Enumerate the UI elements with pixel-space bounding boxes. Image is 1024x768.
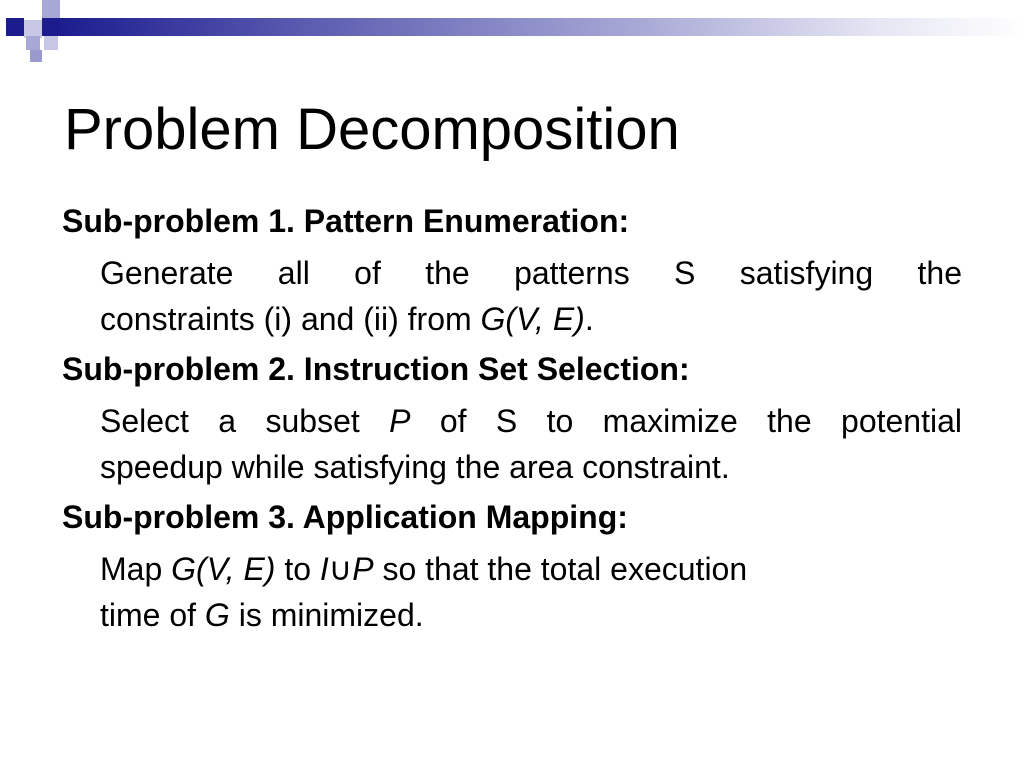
section-3-heading: Sub-problem 3. Application Mapping: — [62, 499, 628, 535]
union-symbol: ∪ — [328, 551, 353, 587]
slide-content — [62, 198, 962, 642]
deco-square-lavender-4 — [30, 50, 42, 62]
section-3-line-2-c: is minimized. — [229, 597, 424, 633]
deco-square-lavender — [42, 0, 60, 18]
pattern-set-notation: P — [352, 551, 374, 587]
section-1-body — [100, 250, 962, 342]
section-2-line-1 — [100, 398, 962, 444]
section-1-line-2 — [100, 296, 962, 342]
section-1-line-1: Generate all of the patterns S satisfying the — [100, 255, 962, 291]
deco-square-navy — [6, 18, 24, 36]
section-1-line-2-prefix: constraints (i) and (ii) from — [100, 301, 481, 337]
section-1-line-2-suffix: . — [584, 301, 594, 337]
instruction-set-notation: I — [319, 551, 329, 587]
graph-notation: G(V, E) — [480, 301, 585, 337]
section-2-body — [100, 398, 962, 490]
section-3-body — [100, 546, 962, 638]
section-2-line-1-suffix: of S to maximize the potential — [410, 403, 962, 439]
graph-g-notation: G — [204, 597, 230, 633]
section-3-line-2 — [100, 592, 962, 638]
header-gradient-bar — [58, 18, 1024, 36]
section-2-heading: Sub-problem 2. Instruction Set Selection: — [62, 351, 690, 387]
section-2-line-2: speedup while satisfying the area constraint. — [100, 449, 730, 485]
section-3-line-1 — [100, 546, 962, 592]
section-2-line-1-prefix: Select a subset — [100, 403, 390, 439]
graph-notation-2: G(V, E) — [171, 551, 276, 587]
header-decoration — [0, 0, 1024, 64]
deco-square-lavender-2 — [26, 36, 40, 50]
section-3-text-c: to — [275, 551, 320, 587]
section-3-text-a: Map — [100, 551, 172, 587]
subset-notation: P — [389, 403, 411, 439]
section-3-line-2-a: time of — [100, 597, 205, 633]
section-3-text-g: so that the total execution — [373, 551, 748, 587]
deco-square-lavender-3 — [44, 36, 58, 50]
slide-title: Problem Decomposition — [64, 97, 680, 162]
section-1-heading: Sub-problem 1. Pattern Enumeration: — [62, 203, 630, 239]
